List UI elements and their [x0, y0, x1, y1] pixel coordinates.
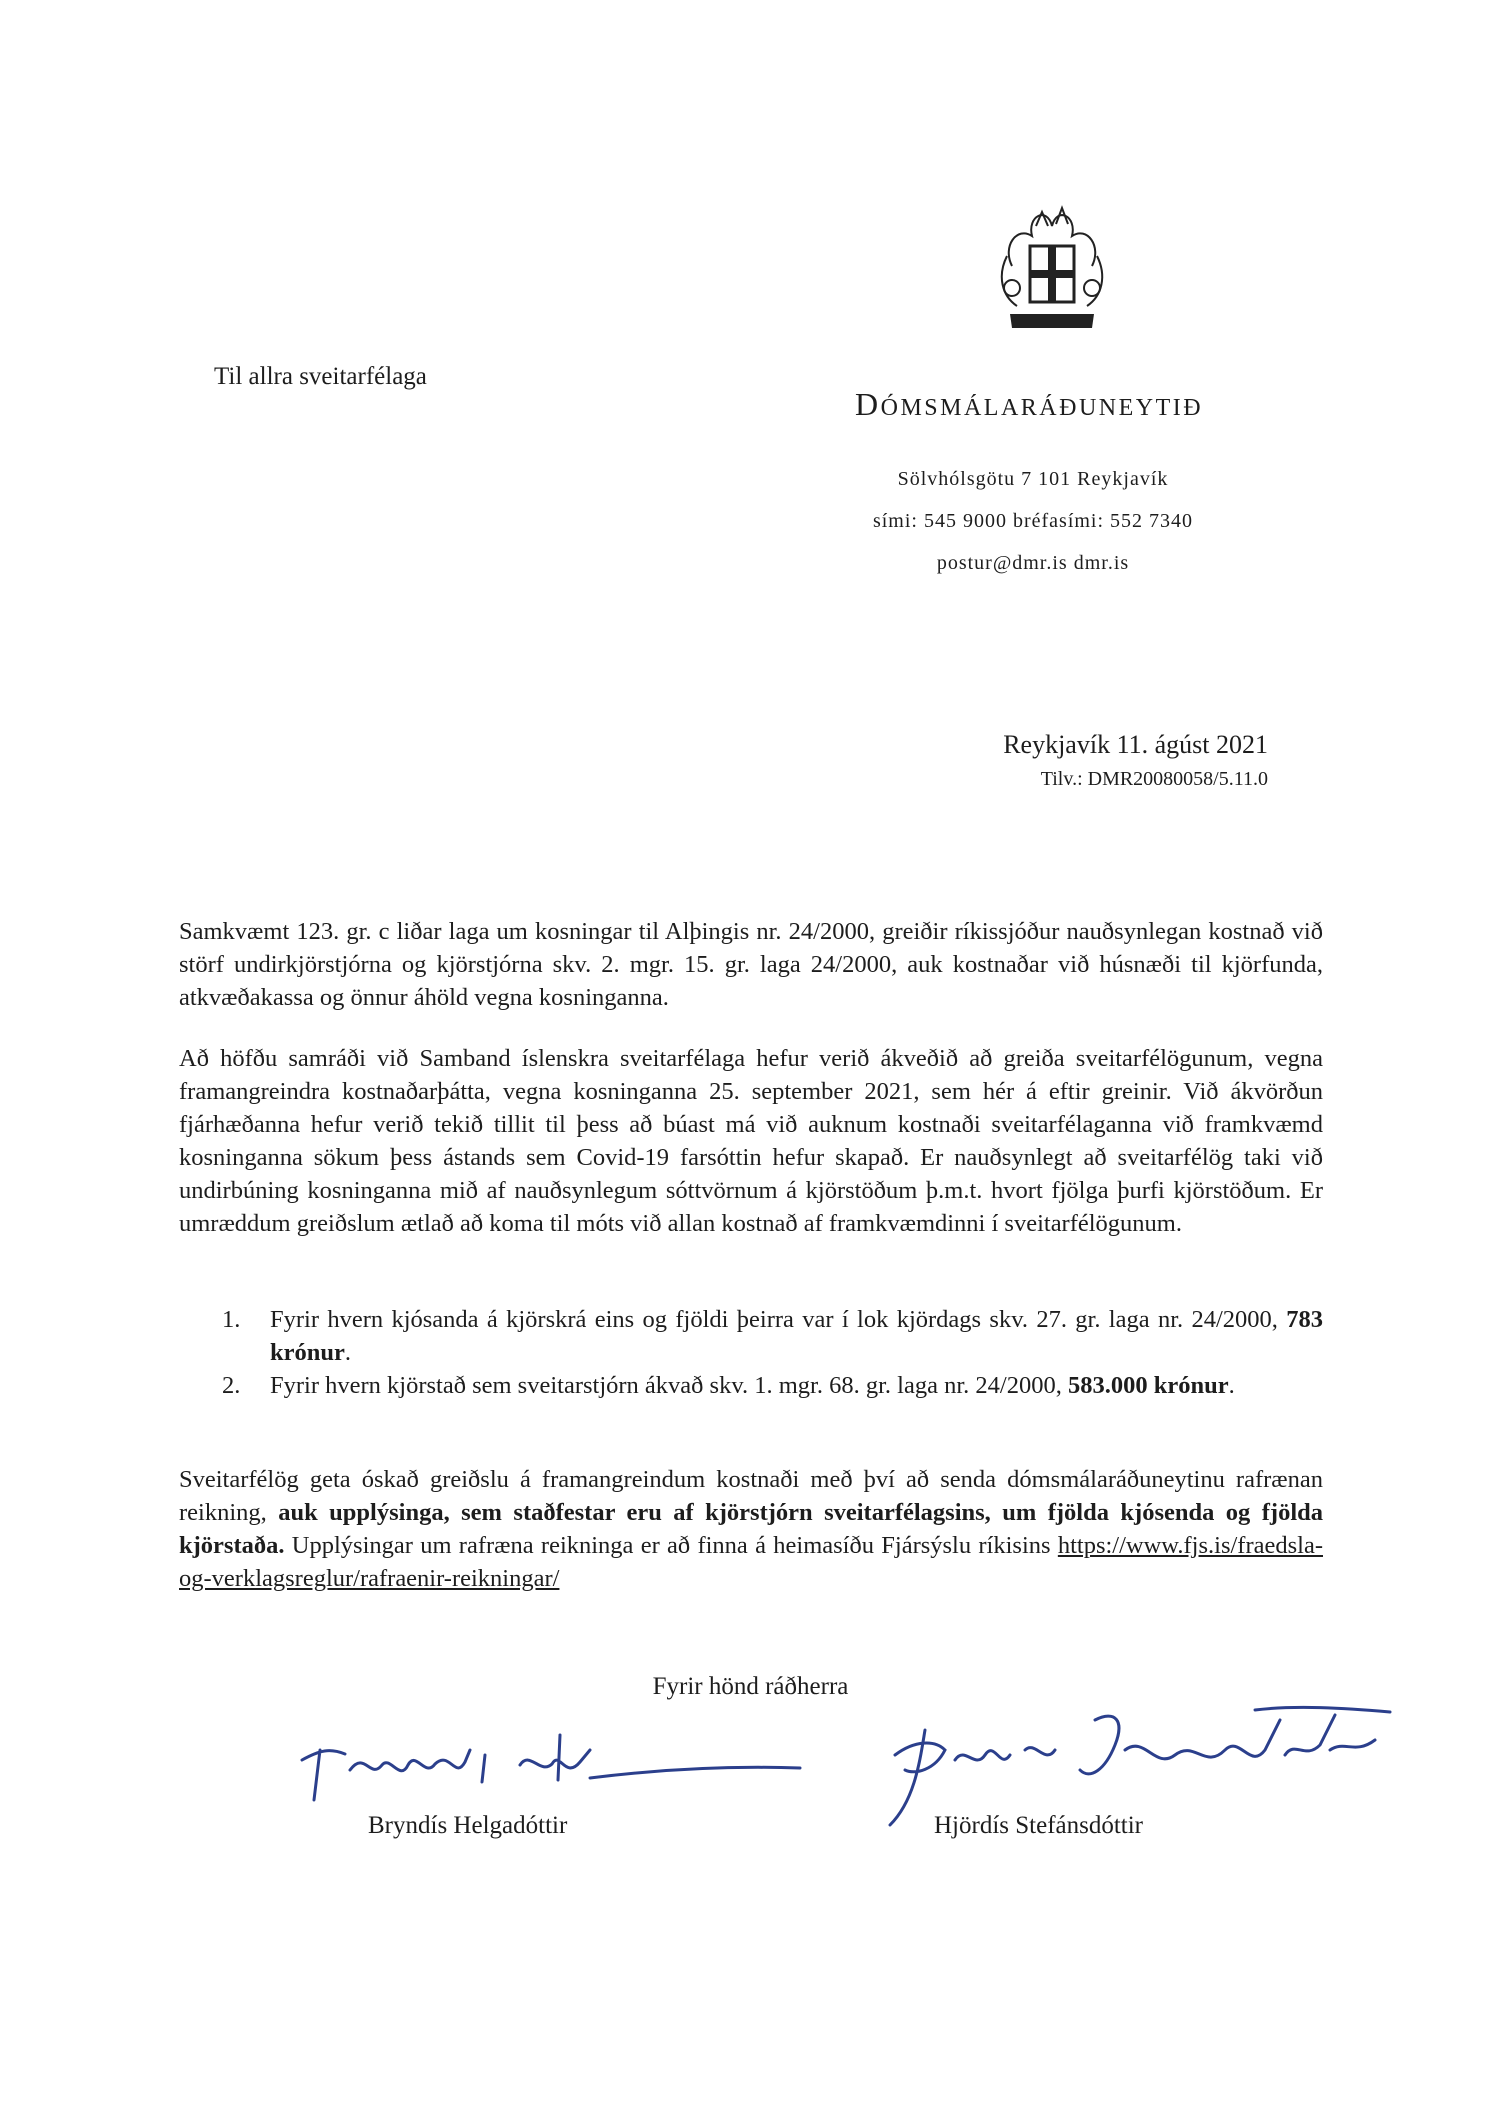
ministry-name — [855, 386, 1203, 423]
list-item-number: 1. — [222, 1306, 241, 1333]
address-email-web: postur@dmr.is dmr.is — [936, 552, 1130, 574]
ministry-name-rest: ÓMSMÁLARÁÐUNEYTIÐ — [880, 395, 1204, 421]
signer-1-name: Bryndís Helgadóttir — [368, 1812, 568, 1839]
list-item-end: . — [1228, 1372, 1235, 1399]
letter-date: Reykjavík 11. ágúst 2021 — [1003, 730, 1268, 759]
paragraph-3-text-a: Sveitarfélög geta óskað greiðslu á framangreindum kostnaði með því að senda dómsmálaráðuneytinu rafrænan reikning, — [179, 1466, 1323, 1526]
reference-number: Tilv.: DMR20080058/5.11.0 — [1040, 768, 1268, 790]
list-item-text: Fyrir hvern kjörstað sem sveitarstjórn ákvað skv. 1. mgr. 68. gr. laga nr. 24/2000, — [270, 1372, 1062, 1399]
body-paragraph-1: Samkvæmt 123. gr. c liðar laga um kosningar til Alþingis nr. 24/2000, greiðir ríkissjóður nauðsynlegan kostnað við störf undirkjörstjórna og kjörstjórna skv. 2. mgr. 15. gr. laga 24/2000, auk kostnaðar við húsnæði til kjörfunda, atkvæðakassa og önnur áhöld vegna kosninganna. — [179, 918, 1323, 1011]
list-item-amount: 583.000 krónur — [1067, 1372, 1229, 1399]
list-item — [214, 1303, 1323, 1369]
body-paragraph-2: Að höfðu samráði við Samband íslenskra sveitarfélaga hefur verið ákveðið að greiða sveitarfélögunum, vegna framangreindra kostnaðarþátta, vegna kosninganna 25. september 2021, sem hér á eftir greinir. Við ákvörðun fjárhæðanna hefur verið tekið tillit til þess að búast má við auknum kostnaði sveitarfélaganna við framkvæmd kosninganna sökum þess ástands sem Covid-19 farsóttin hefur skapað. Er nauðsynlegt að sveitarfélög taki við undirbúning kosninganna mið af nauðsynlegum sóttvörnum á kjörstöðum þ.m.t. hvort fjölga þurfi kjörstöðum. Er umræddum greiðslum ætlað að koma til móts við allan kostnað af framkvæmdinni í sveitarfélögunum. — [179, 1045, 1323, 1237]
address-phone: sími: 545 9000 bréfasími: 552 7340 — [872, 510, 1194, 532]
ministry-initial: D — [855, 386, 881, 422]
body-paragraph-3 — [179, 1463, 1323, 1595]
list-item-text: Fyrir hvern kjósanda á kjörskrá eins og fjöldi þeirra var í lok kjördags skv. 27. gr. laga nr. 24/2000, — [270, 1306, 1278, 1333]
fjs-invoice-link[interactable]: https://www.fjs.is/fraedsla-og-verklagsreglur/rafraenir-reikningar/ — [179, 1532, 1323, 1592]
paragraph-3-bold: auk upplýsinga, sem staðfestar eru af kjörstjórn sveitarfélagsins, um fjölda kjósenda og fjölda kjörstaða. — [179, 1499, 1324, 1559]
paragraph-3-text-b: Upplýsingar um rafræna reikninga er að finna á heimasíðu Fjársýslu ríkisins — [291, 1532, 1051, 1559]
address-street: Sölvhólsgötu 7 101 Reykjavík — [897, 468, 1169, 490]
signature-2 — [875, 1700, 1395, 1830]
list-item-amount: 783 krónur — [270, 1306, 1323, 1366]
payment-list — [214, 1303, 1323, 1402]
list-item-number: 2. — [222, 1372, 241, 1399]
coat-of-arms-logo — [992, 196, 1112, 334]
signature-1 — [290, 1720, 810, 1810]
on-behalf-of-minister: Fyrir hönd ráðherra — [652, 1673, 849, 1700]
list-item — [214, 1369, 1323, 1402]
signer-2-name: Hjördís Stefánsdóttir — [934, 1812, 1144, 1839]
list-item-end: . — [344, 1339, 352, 1366]
recipient-line: Til allra sveitarfélaga — [214, 363, 427, 390]
